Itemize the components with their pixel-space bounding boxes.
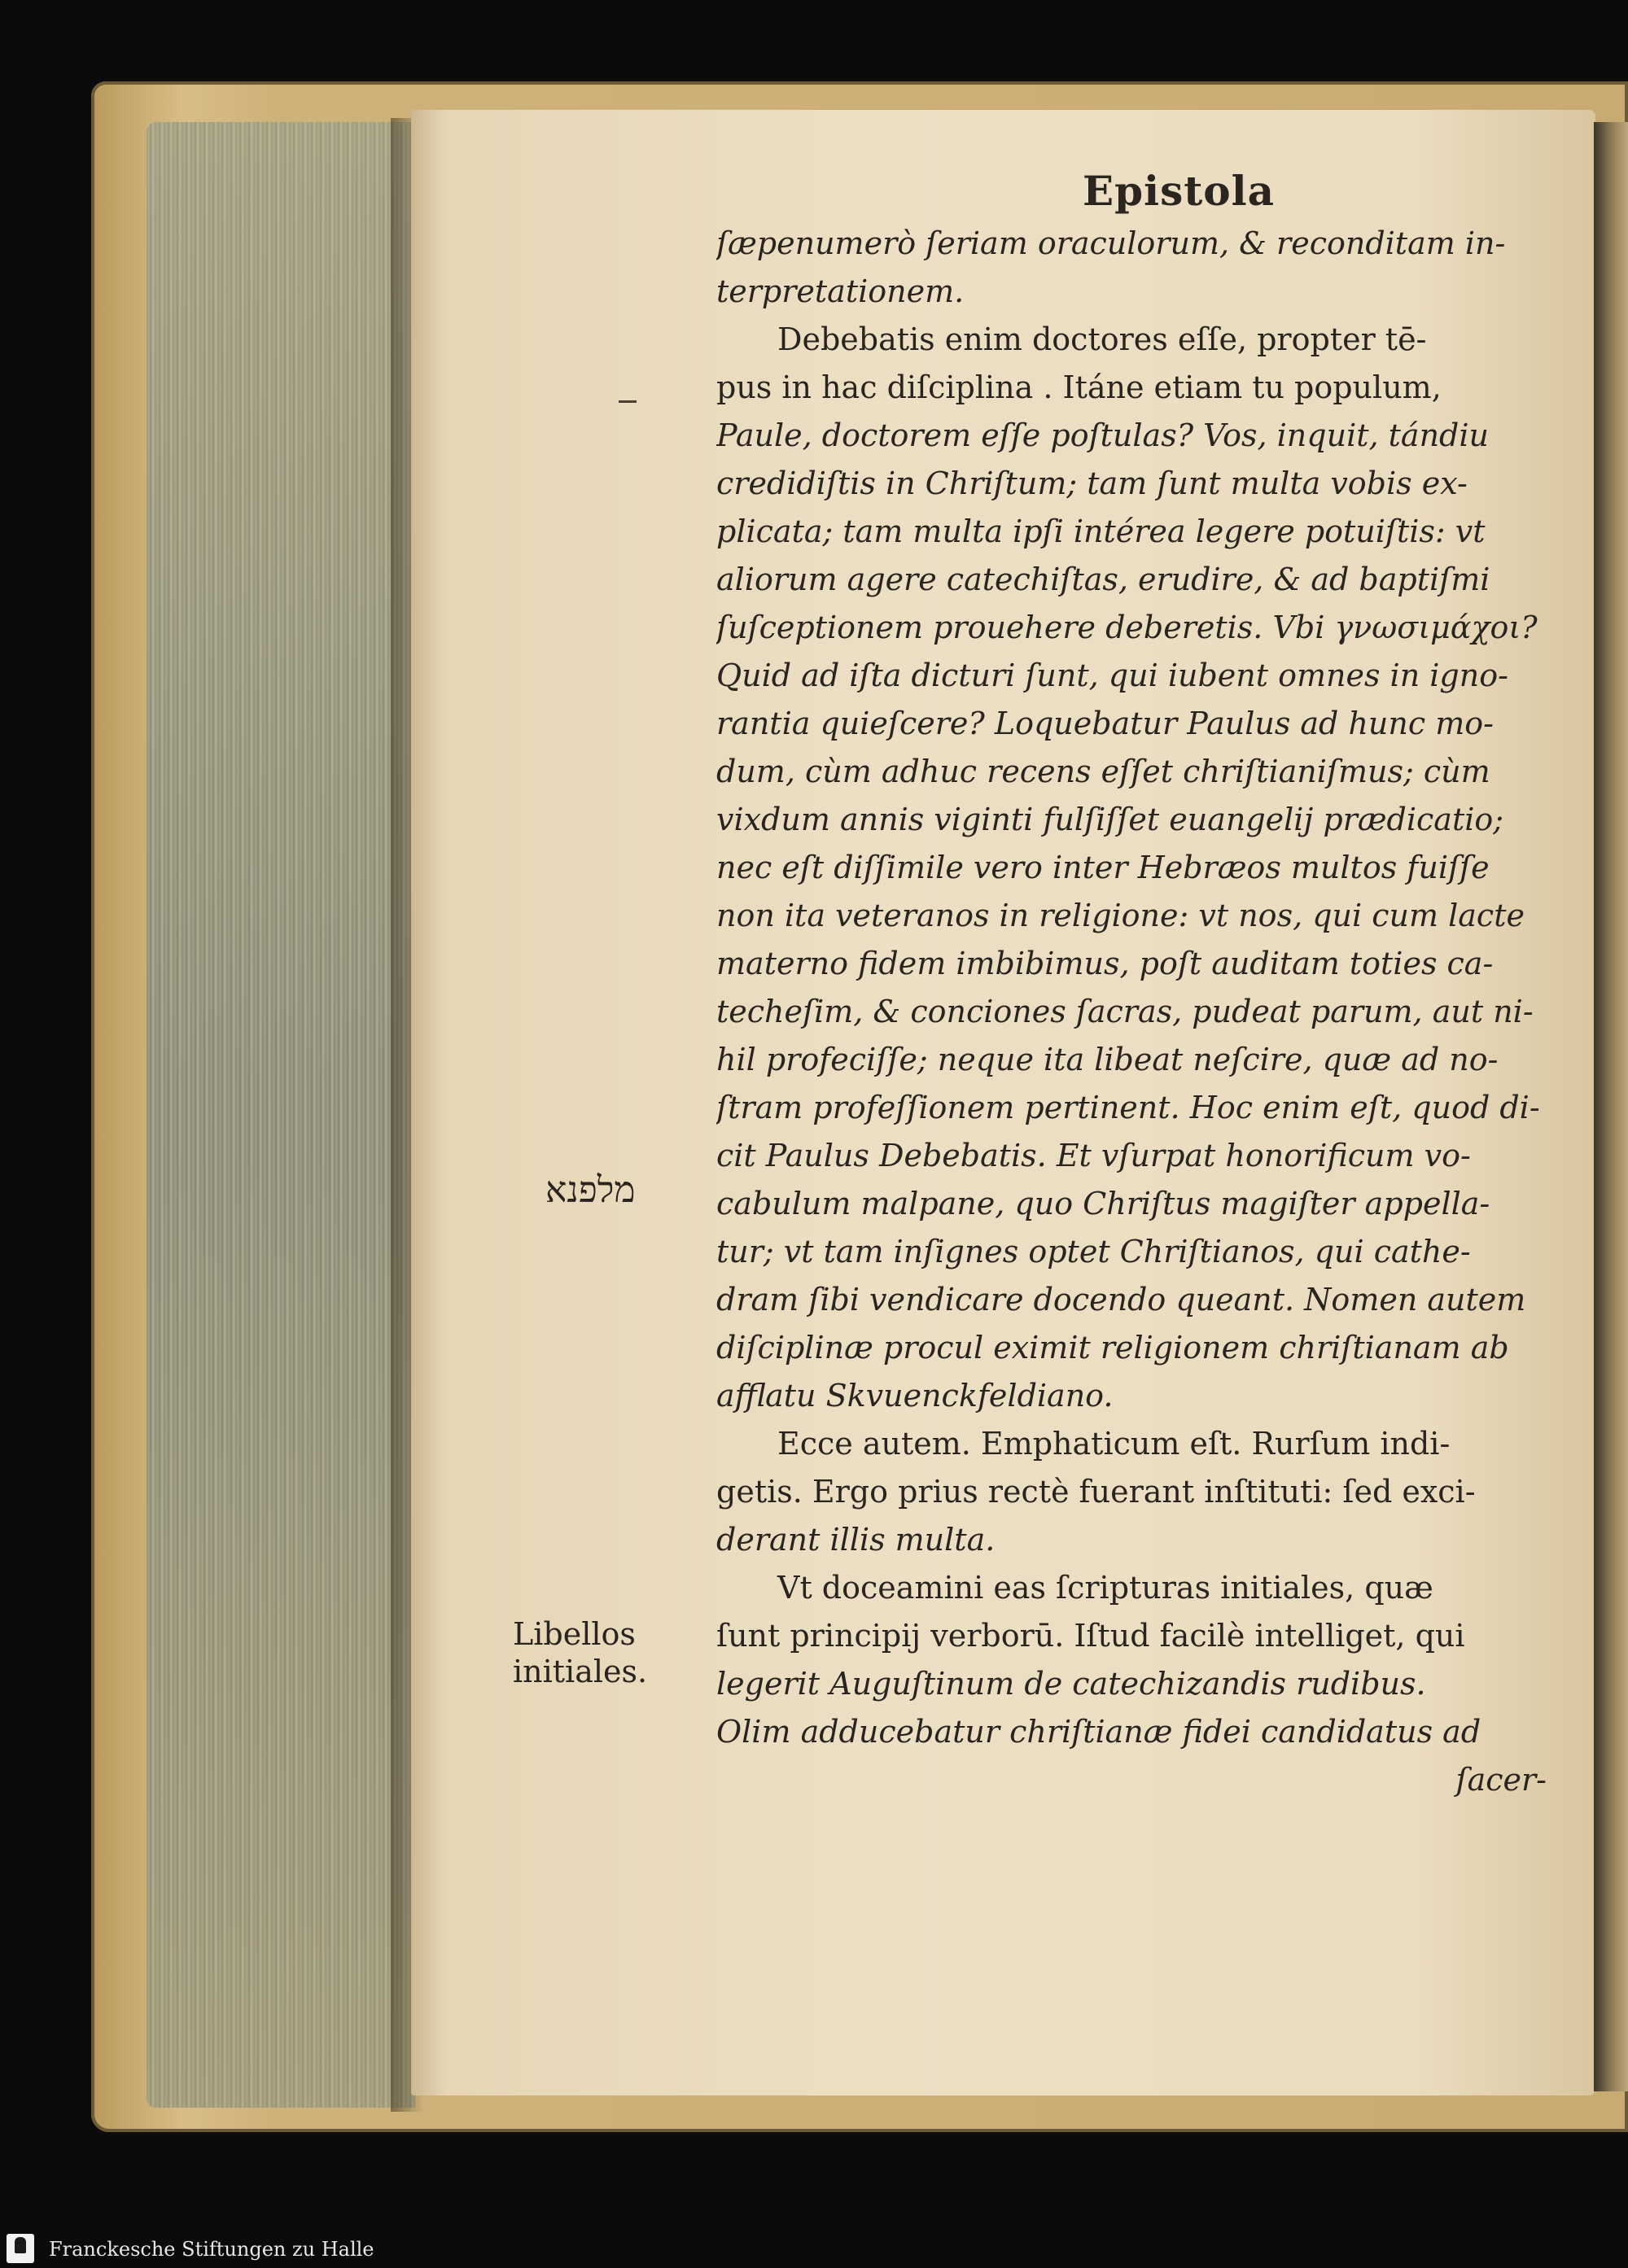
text-line: vixdum annis viginti fulſiſſet euangelij prædicatio; [716, 802, 1504, 837]
text-line: Ecce autem. Emphaticum eſt. Rurſum indi- [777, 1426, 1451, 1462]
text-line: dum, cùm adhuc recens eſſet chriſtianiſmus; cùm [716, 754, 1490, 789]
institution-logo-icon [7, 2234, 34, 2263]
text-line: dram ſibi vendicare docendo queant. Nomen autem [716, 1282, 1526, 1318]
text-line: terpretationem. [716, 273, 965, 309]
body-text [716, 220, 1555, 1804]
margin-note-libellos: Libellos initiales. [513, 1616, 648, 1689]
text-line: Debebatis enim doctores eſſe, propter tē- [777, 321, 1427, 357]
text-line: aliorum agere catechiſtas, erudire, & ad baptiſmi [716, 562, 1490, 597]
margin-note-hebrew: מלפנא [545, 1169, 636, 1211]
text-line: ſacer- [1455, 1762, 1547, 1798]
page-fore-edge [147, 122, 415, 2108]
text-line: plicata; tam multa ipſi intérea legere potuiſtis: vt [716, 513, 1486, 549]
text-line: Vt doceamini eas ſcripturas initiales, quæ [777, 1570, 1433, 1606]
text-line: legerit Auguſtinum de catechizandis rudibus. [716, 1666, 1426, 1702]
text-line: nec eſt diſſimile vero inter Hebræos multos fuiſſe [716, 850, 1490, 885]
facing-page-edge [1594, 122, 1628, 2091]
text-line: ſæpenumerò ſeriam oraculorum, & reconditam in- [716, 225, 1506, 261]
text-line: Olim adducebatur chriſtianæ fidei candidatus ad [716, 1714, 1481, 1750]
text-line: derant illis multa. [716, 1522, 996, 1558]
footer-institution: Franckesche Stiftungen zu Halle [49, 2238, 374, 2261]
text-line: ſtram profeſſionem pertinent. Hoc enim eſt, quod di- [716, 1090, 1540, 1125]
text-line: Quid ad iſta dicturi ſunt, qui iubent omnes in igno- [716, 658, 1508, 693]
text-line: credidiſtis in Chriſtum; tam ſunt multa vobis ex- [716, 465, 1468, 501]
text-line: pus in hac diſciplina . Itáne etiam tu populum, [716, 369, 1442, 405]
text-line: tur; vt tam inſignes optet Chriſtianos, qui cathe- [716, 1234, 1471, 1269]
text-line: ſunt principij verborū. Iſtud facilè intelliget, qui [716, 1618, 1465, 1654]
text-line: hil profeciſſe; neque ita libeat neſcire, quæ ad no- [716, 1042, 1499, 1077]
text-line: ſuſceptionem prouehere deberetis. Vbi γνωσιμάχοι? [716, 610, 1538, 645]
running-head: Epistola [1083, 167, 1276, 215]
text-line: diſciplinæ procul eximit religionem chriſtianam ab [716, 1330, 1509, 1366]
margin-dash-mark [619, 400, 637, 403]
text-line: materno fidem imbibimus, poſt auditam toties ca- [716, 946, 1494, 981]
text-line: afflatu Skvuenckfeldiano. [716, 1378, 1114, 1414]
text-line: techeſim, & conciones ſacras, pudeat parum, aut ni- [716, 994, 1534, 1029]
text-line: rantia quieſcere? Loquebatur Paulus ad hunc mo- [716, 706, 1494, 741]
text-line: non ita veteranos in religione: vt nos, qui cum lacte [716, 898, 1525, 933]
text-line: cit Paulus Debebatis. Et vſurpat honorificum vo- [716, 1138, 1471, 1173]
text-line: cabulum malpane, quo Chriſtus magiſter appella- [716, 1186, 1490, 1221]
text-line: getis. Ergo prius rectè fuerant inſtituti: ſed exci- [716, 1474, 1476, 1510]
text-line: Paule, doctorem eſſe poſtulas? Vos, inquit, tándiu [716, 417, 1489, 453]
